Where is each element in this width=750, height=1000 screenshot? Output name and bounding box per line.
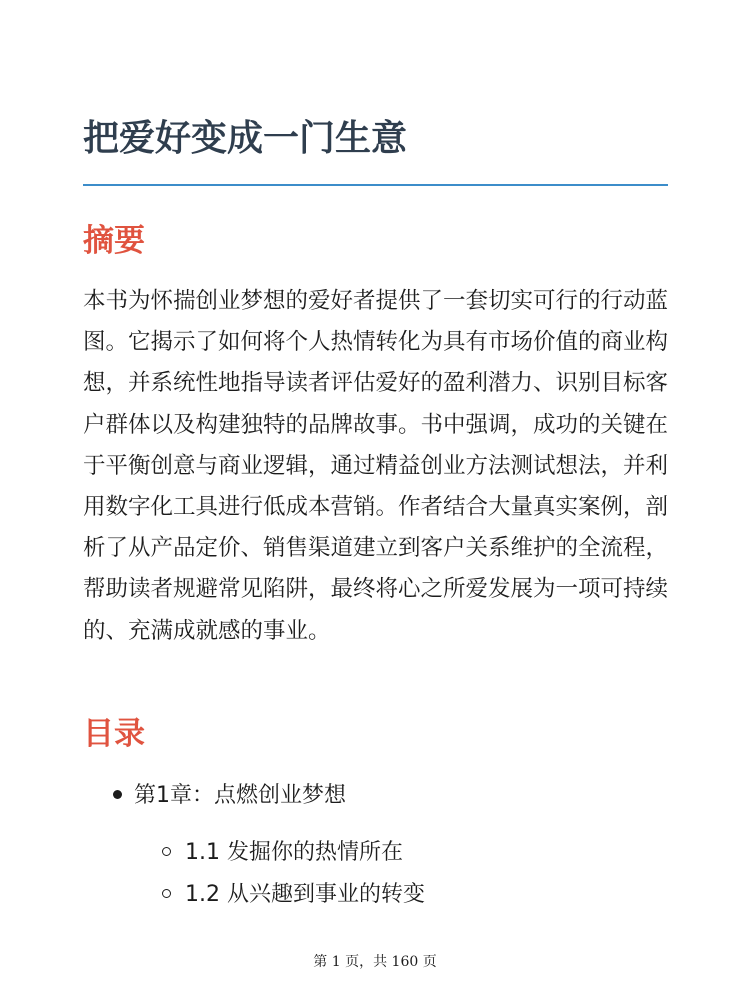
toc-heading: 目录 [83, 716, 145, 752]
toc-chapter-label: 第1章：点燃创业梦想 [134, 783, 346, 808]
bullet-disc-icon [113, 790, 122, 799]
page-number-footer: 第 1 页，共 160 页 [313, 954, 437, 970]
document-title: 把爱好变成一门生意 [83, 118, 408, 159]
toc-section-1-2[interactable] [162, 879, 425, 911]
bullet-circle-icon [162, 889, 171, 898]
toc-section-label: 1.2 从兴趣到事业的转变 [185, 882, 425, 907]
toc-chapter-1[interactable] [113, 780, 346, 812]
abstract-text: 本书为怀揣创业梦想的爱好者提供了一套切实可行的行动蓝图。它揭示了如何将个人热情转化为具有市场价值的商业构想，并系统性地指导读者评估爱好的盈利潜力、识别目标客户群体以及构建独特的品牌故事。书中强调，成功的关键在于平衡创意与商业逻辑，通过精益创业方法测试想法，并利用数字化工具进行低成本营销。作者结合大量真实案例，剖析了从产品定价、销售渠道建立到客户关系维护的全流程，帮助读者规避常见陷阱，最终将心之所爱发展为一项可持续的、充满成就感的事业。 [83, 288, 669, 644]
toc-section-label: 1.1 发掘你的热情所在 [185, 840, 403, 865]
bullet-circle-icon [162, 847, 171, 856]
document-page [83, 0, 668, 1000]
toc-section-1-1[interactable] [162, 837, 403, 869]
abstract-heading: 摘要 [83, 223, 145, 259]
title-divider [83, 184, 668, 186]
